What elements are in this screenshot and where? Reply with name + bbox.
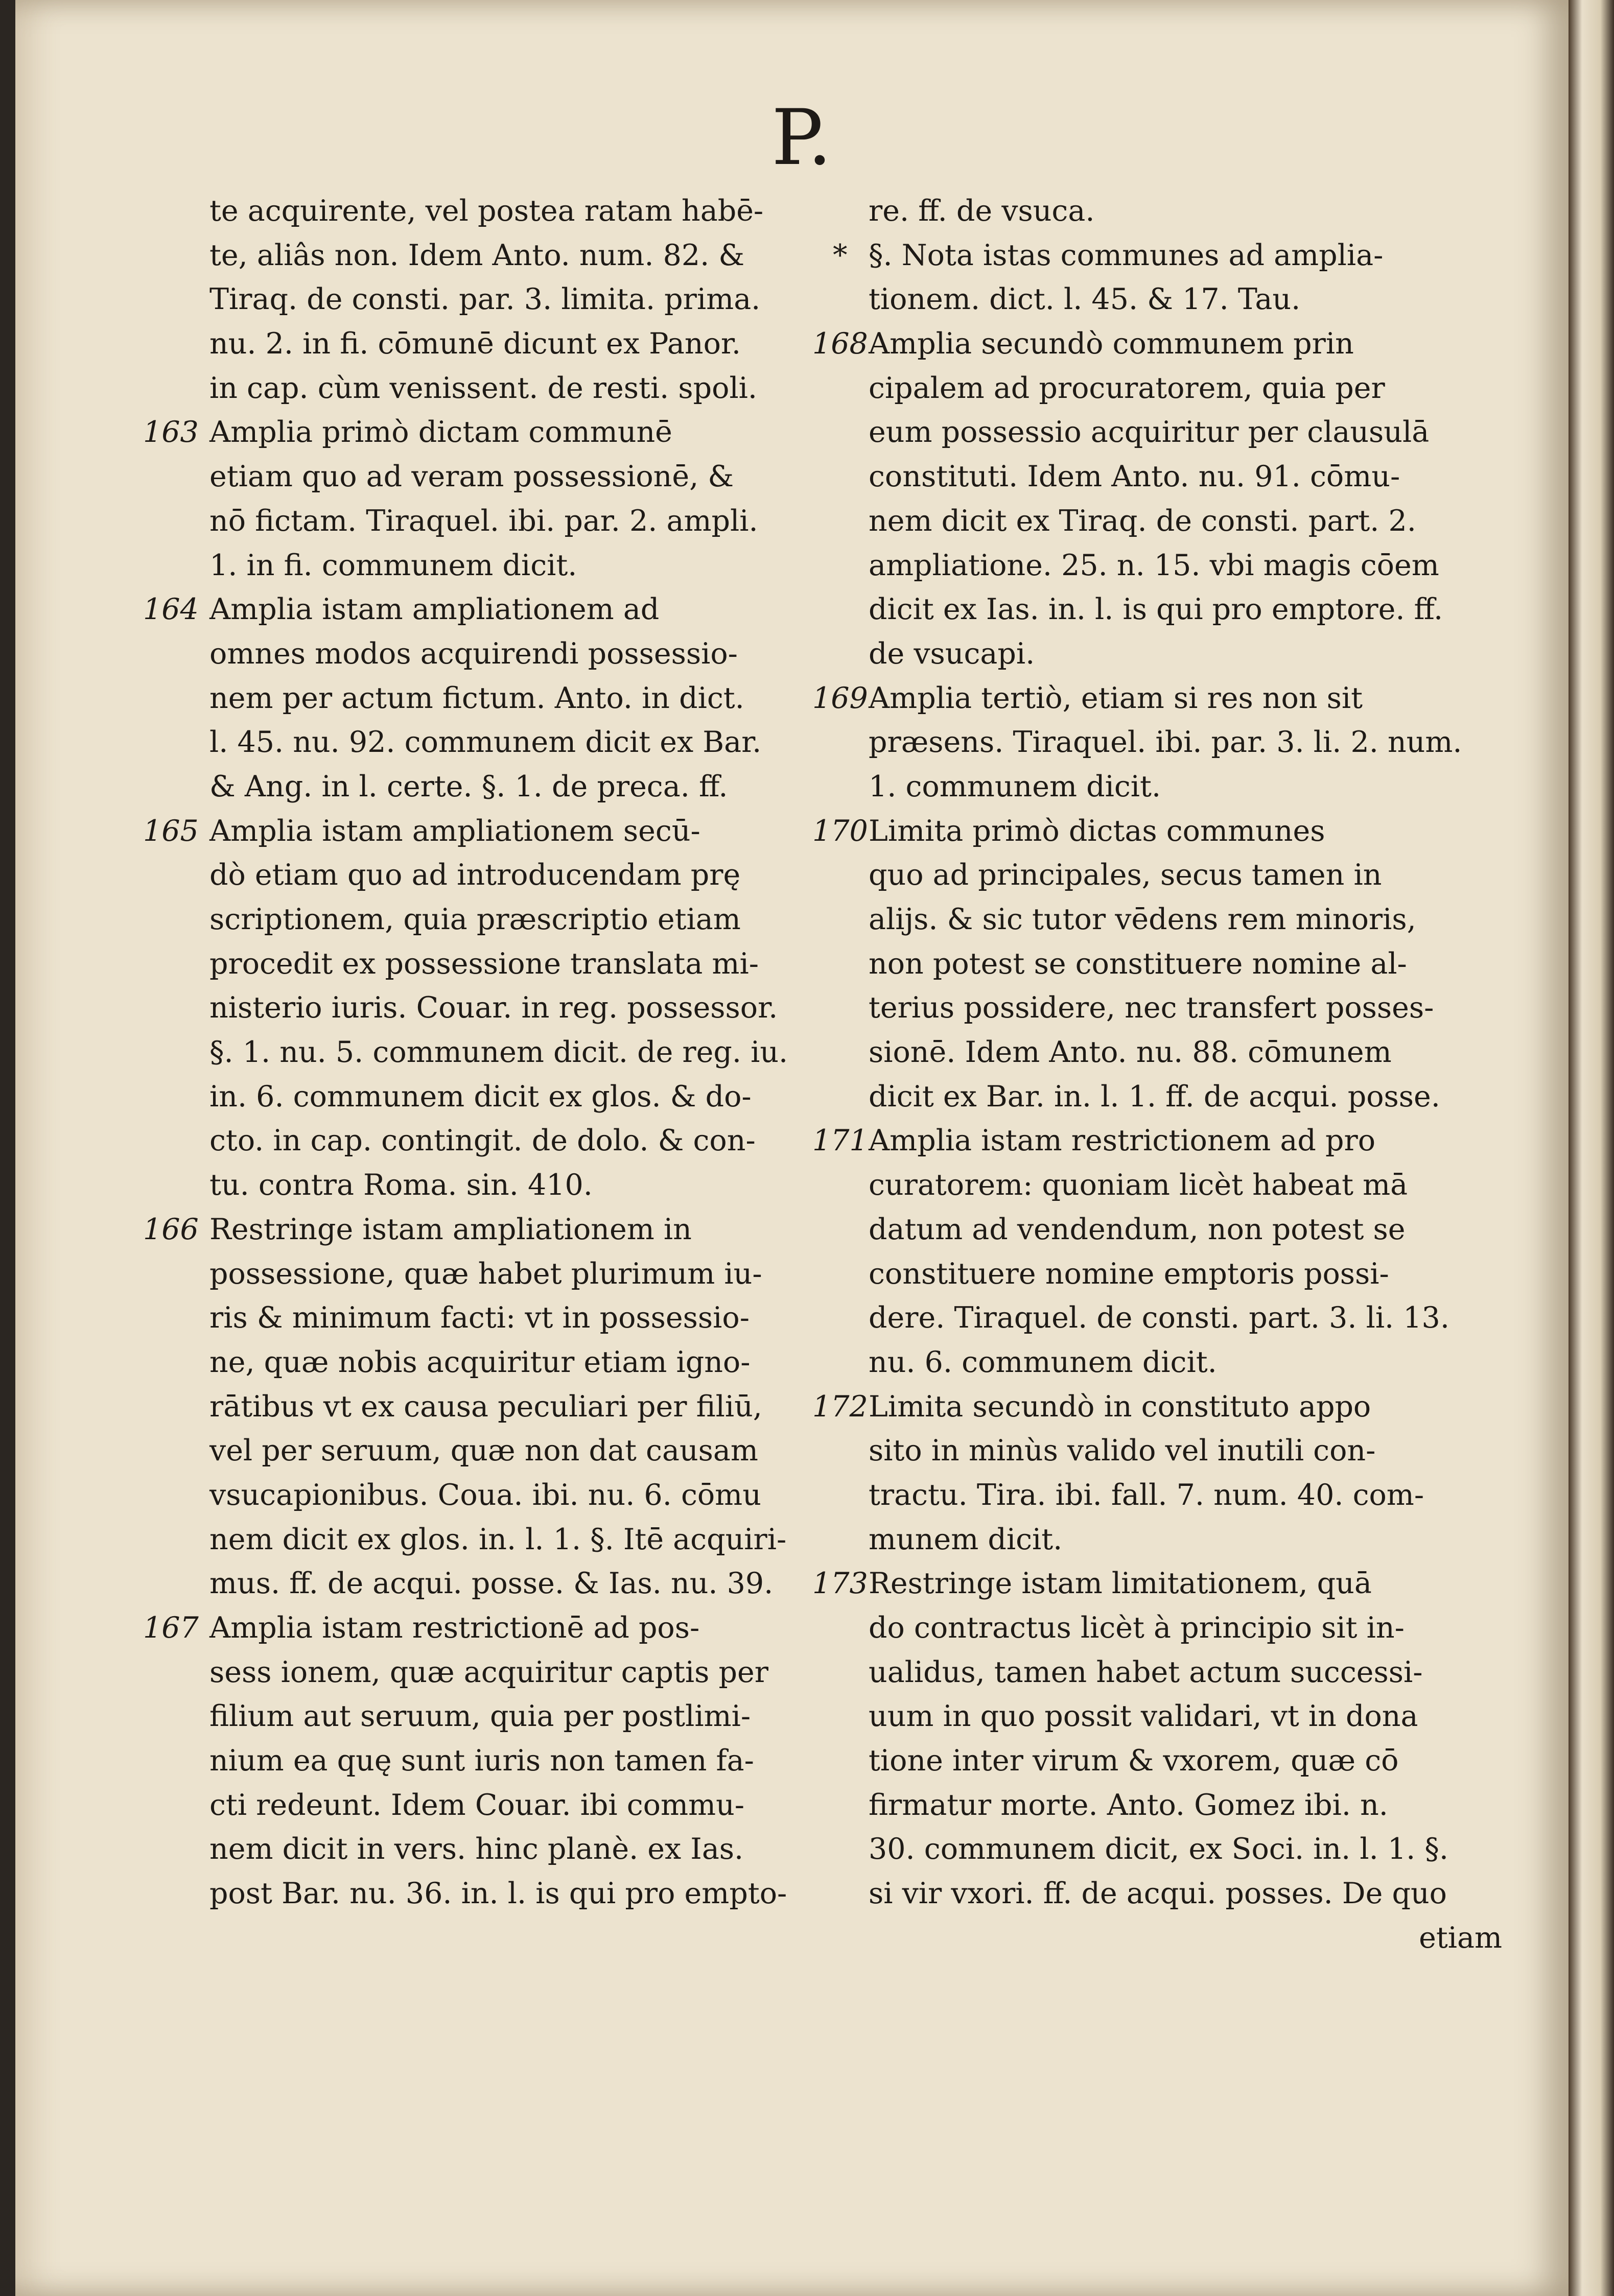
line-text: te acquirente, vel postea ratam habē-	[209, 194, 764, 228]
line-text: curatorem: quoniam licèt habeat mā	[869, 1168, 1408, 1202]
text-line	[869, 1650, 1517, 1695]
text-line	[869, 1872, 1517, 1916]
text-line	[209, 322, 874, 366]
line-text: non potest se constituere nomine al-	[869, 946, 1407, 981]
text-line	[869, 499, 1517, 543]
line-text: vel per seruum, quæ non dat causam	[209, 1434, 758, 1468]
right-text-column	[812, 189, 1517, 1960]
line-text: §. Nota istas communes ad amplia-	[869, 238, 1384, 272]
text-line	[209, 853, 874, 897]
text-line	[869, 455, 1517, 499]
line-text: Restringe istam limitationem, quā	[869, 1567, 1372, 1601]
line-text: Limita secundò in constituto appo	[869, 1389, 1371, 1424]
text-line	[209, 1518, 874, 1562]
line-text: vsucapionibus. Coua. ibi. nu. 6. cōmu	[209, 1478, 761, 1512]
line-text: constituti. Idem Anto. nu. 91. cōmu-	[869, 460, 1400, 494]
line-text: post Bar. nu. 36. in. l. is qui pro empto-	[209, 1877, 787, 1911]
text-line	[869, 853, 1517, 897]
line-text: in. 6. communem dicit ex glos. & do-	[209, 1079, 752, 1114]
text-line	[209, 1872, 874, 1916]
line-text: dere. Tiraquel. de consti. part. 3. li. 13.	[869, 1301, 1449, 1335]
text-line	[812, 676, 1517, 721]
text-line	[869, 1340, 1517, 1385]
line-text: Amplia tertiò, etiam si res non sit	[869, 681, 1363, 715]
line-text: tione inter virum & vxorem, quæ cō	[869, 1744, 1399, 1778]
line-text: filium aut seruum, quia per postlimi-	[209, 1699, 751, 1734]
text-line	[209, 986, 874, 1030]
text-line	[869, 765, 1517, 809]
line-text: sess ionem, quæ acquiritur captis per	[209, 1655, 768, 1689]
text-line	[209, 1739, 874, 1783]
asterisk-marker: *	[833, 238, 848, 272]
line-text: tionem. dict. l. 45. & 17. Tau.	[869, 282, 1301, 317]
paragraph-number: 165	[143, 814, 199, 848]
text-line	[209, 1340, 874, 1385]
line-text: nium ea quę sunt iuris non tamen fa-	[209, 1744, 754, 1778]
text-line	[209, 897, 874, 942]
line-text: Restringe istam ampliationem in	[209, 1212, 692, 1246]
line-text: datum ad vendendum, non potest se	[869, 1212, 1406, 1246]
line-text: te, aliâs non. Idem Anto. num. 82. &	[209, 238, 745, 272]
text-line	[209, 1119, 874, 1163]
line-text: dò etiam quo ad introducendam prę	[209, 858, 741, 892]
line-text: nu. 6. communem dicit.	[869, 1345, 1217, 1379]
text-line	[143, 410, 874, 455]
text-line	[869, 942, 1517, 986]
text-line	[869, 720, 1517, 765]
paragraph-number: 170	[812, 814, 868, 848]
paragraph-number: 169	[812, 681, 868, 715]
line-text: re. ff. de vsuca.	[869, 194, 1095, 228]
line-text: ne, quæ nobis acquiritur etiam igno-	[209, 1345, 751, 1379]
line-text: præsens. Tiraquel. ibi. par. 3. li. 2. num.	[869, 725, 1462, 760]
paragraph-number: 172	[812, 1389, 868, 1424]
text-line	[812, 809, 1517, 854]
text-line	[869, 897, 1517, 942]
text-line	[209, 543, 874, 588]
text-line	[812, 1561, 1517, 1606]
text-line	[869, 1739, 1517, 1783]
paragraph-number: 168	[812, 327, 868, 361]
line-text: cto. in cap. contingit. de dolo. & con-	[209, 1124, 756, 1158]
text-line	[209, 277, 874, 322]
text-line	[209, 632, 874, 676]
line-text: Amplia istam ampliationem secū-	[209, 814, 700, 848]
line-text: tu. contra Roma. sin. 410.	[209, 1168, 593, 1202]
line-text: sito in minùs valido vel inutili con-	[869, 1434, 1376, 1468]
line-text: §. 1. nu. 5. communem dicit. de reg. iu.	[209, 1035, 788, 1070]
text-line	[869, 1694, 1517, 1739]
line-text: omnes modos acquirendi possessio-	[209, 636, 738, 671]
text-line	[209, 1827, 874, 1872]
line-text: Amplia primò dictam communē	[209, 415, 672, 449]
paragraph-number: 166	[143, 1212, 199, 1246]
paragraph-number: 164	[143, 593, 199, 627]
text-line	[143, 809, 874, 854]
line-text: sionē. Idem Anto. nu. 88. cōmunem	[869, 1035, 1392, 1070]
text-line	[209, 1163, 874, 1208]
line-text: 1. communem dicit.	[869, 769, 1161, 803]
line-text: constituere nomine emptoris possi-	[869, 1257, 1389, 1291]
line-text: eum possessio acquiritur per clausulā	[869, 415, 1430, 449]
line-text: cipalem ad procuratorem, quia per	[869, 371, 1385, 405]
text-line	[869, 1429, 1517, 1473]
line-text: procedit ex possessione translata mi-	[209, 946, 759, 981]
text-line	[143, 1208, 874, 1252]
text-line	[869, 1296, 1517, 1340]
text-line	[869, 1473, 1517, 1518]
line-text: nem dicit in vers. hinc planè. ex Ias.	[209, 1832, 744, 1866]
text-line	[869, 632, 1517, 676]
line-text: alijs. & sic tutor vēdens rem minoris,	[869, 903, 1416, 936]
line-text: terius possidere, nec transfert posses-	[869, 991, 1434, 1025]
text-line	[869, 1208, 1517, 1252]
line-text: de vsucapi.	[869, 636, 1035, 671]
text-line	[209, 233, 874, 278]
text-line	[869, 1916, 1517, 1960]
text-line	[869, 277, 1517, 322]
text-line	[209, 942, 874, 986]
line-text: in cap. cùm venissent. de resti. spoli.	[209, 371, 758, 405]
text-line	[209, 1473, 874, 1518]
text-line	[209, 1694, 874, 1739]
line-text: l. 45. nu. 92. communem dicit ex Bar.	[209, 725, 762, 760]
line-text: si vir vxori. ff. de acqui. posses. De quo	[869, 1877, 1447, 1911]
left-text-column	[143, 189, 874, 1916]
paragraph-number: 167	[143, 1611, 199, 1645]
text-line	[209, 1650, 874, 1695]
line-text: dicit ex Ias. in. l. is qui pro emptore. ff.	[869, 593, 1443, 627]
text-line	[143, 587, 874, 632]
line-text: etiam quo ad veram possessionē, &	[209, 460, 734, 494]
text-line	[209, 1252, 874, 1296]
text-line	[869, 1075, 1517, 1119]
text-line	[869, 189, 1517, 233]
line-text: tractu. Tira. ibi. fall. 7. num. 40. com-	[869, 1478, 1424, 1512]
text-line	[209, 189, 874, 233]
line-text: nem per actum fictum. Anto. in dict.	[209, 681, 744, 715]
line-text: ualidus, tamen habet actum successi-	[869, 1655, 1423, 1689]
line-text: possessione, quæ habet plurimum iu-	[209, 1257, 762, 1291]
text-line	[209, 720, 874, 765]
text-line	[209, 1030, 874, 1075]
line-text: & Ang. in l. certe. §. 1. de preca. ff.	[209, 769, 728, 803]
line-text: firmatur morte. Anto. Gomez ibi. n.	[869, 1788, 1388, 1822]
text-line	[209, 455, 874, 499]
line-text: nu. 2. in fi. cōmunē dicunt ex Panor.	[209, 327, 741, 361]
line-text: ampliatione. 25. n. 15. vbi magis cōem	[869, 548, 1439, 582]
line-text: dicit ex Bar. in. l. 1. ff. de acqui. posse.	[869, 1079, 1440, 1114]
line-text: 1. in fi. communem dicit.	[209, 548, 577, 582]
text-line	[209, 366, 874, 411]
text-line	[209, 1783, 874, 1828]
line-text: Limita primò dictas communes	[869, 814, 1325, 848]
line-text: Amplia istam restrictionē ad pos-	[209, 1611, 700, 1645]
text-line	[869, 1827, 1517, 1872]
line-text: cti redeunt. Idem Couar. ibi commu-	[209, 1788, 745, 1822]
line-text: munem dicit.	[869, 1522, 1063, 1556]
line-text: uum in quo possit validari, vt in dona	[869, 1699, 1418, 1734]
paragraph-number: 163	[143, 415, 199, 449]
text-line	[812, 1119, 1517, 1163]
text-line	[209, 1075, 874, 1119]
line-text: ris & minimum facti: vt in possessio-	[209, 1301, 750, 1335]
line-text: Tiraq. de consti. par. 3. limita. prima.	[209, 282, 761, 317]
text-line	[209, 1296, 874, 1340]
paragraph-number: 171	[812, 1124, 868, 1158]
text-line	[143, 1606, 874, 1650]
text-line	[869, 410, 1517, 455]
text-line	[869, 543, 1517, 588]
line-text: do contractus licèt à principio sit in-	[869, 1611, 1405, 1645]
line-text: Amplia secundò communem prin	[869, 327, 1354, 361]
line-text: Amplia istam ampliationem ad	[209, 593, 660, 627]
text-line	[869, 1783, 1517, 1828]
line-text: Amplia istam restrictionem ad pro	[869, 1124, 1376, 1158]
text-line	[209, 499, 874, 543]
line-text: scriptionem, quia præscriptio etiam	[209, 903, 741, 936]
line-text: quo ad principales, secus tamen in	[869, 858, 1382, 892]
line-text: nisterio iuris. Couar. in reg. possessor.	[209, 991, 778, 1025]
line-text: nem dicit ex glos. in. l. 1. §. Itē acquiri-	[209, 1522, 787, 1556]
line-text: nō fictam. Tiraquel. ibi. par. 2. ampli.	[209, 504, 758, 538]
text-line	[812, 322, 1517, 366]
text-line	[869, 986, 1517, 1030]
text-line	[869, 587, 1517, 632]
text-line	[209, 1385, 874, 1429]
text-line	[209, 1429, 874, 1473]
text-line	[869, 1163, 1517, 1208]
text-line	[209, 676, 874, 721]
line-text: etiam	[1419, 1921, 1502, 1955]
line-text: mus. ff. de acqui. posse. & Ias. nu. 39.	[209, 1567, 774, 1601]
line-text: 30. communem dicit, ex Soci. in. l. 1. §.	[869, 1832, 1448, 1866]
text-line	[869, 1030, 1517, 1075]
text-line	[869, 1606, 1517, 1650]
text-line	[812, 1385, 1517, 1429]
text-line	[869, 1518, 1517, 1562]
paragraph-number: 173	[812, 1567, 868, 1601]
text-line	[869, 366, 1517, 411]
line-text: rātibus vt ex causa peculiari per filiū,	[209, 1389, 762, 1424]
page-edge	[1569, 0, 1614, 2296]
text-line	[833, 233, 1517, 278]
text-line	[209, 1561, 874, 1606]
text-line	[209, 765, 874, 809]
text-line	[869, 1252, 1517, 1296]
line-text: nem dicit ex Tiraq. de consti. part. 2.	[869, 504, 1416, 538]
page-header-letter: P.	[771, 93, 832, 182]
